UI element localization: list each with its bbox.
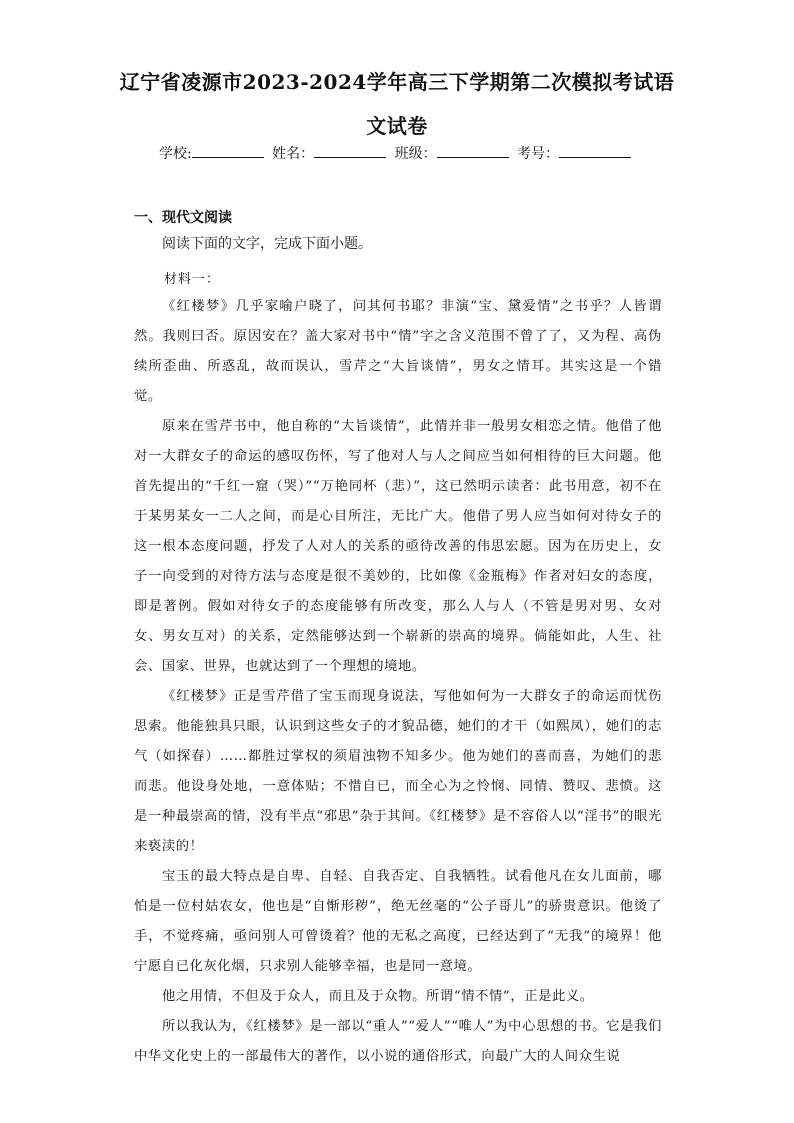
- school-label: 学校:: [158, 146, 192, 162]
- section-heading: 一、现代文阅读: [134, 210, 232, 226]
- passage-paragraph-4: 宝玉的最大特点是自卑、自轻、自我否定、自我牺牲。试看他凡在女儿面前，哪怕是一位村姑农女，他也是“自惭形秽”，绝无丝毫的“公子哥儿”的骄贵意识。他烫了手，不觉疼痛，亟问别人可曾烫着？他的无私之高度，已经达到了“无我”的境界！他宁愿自已化灰化烟，只求别人能够幸福，也是同一意境。: [134, 869, 662, 974]
- passage-paragraph-2: 原来在雪芹书中，他自称的“大旨谈情”，此情并非一般男女相恋之情。他借了他对一大群女子的命运的感叹伤怀，写了他对人与人之间应当如何相待的巨大问题。他首先提出的“千红一窟（哭）”“万艳同杯（悲）”，这已然明示读者：此书用意，初不在于某男某女一二人之间，而是心目所注，无比广大。他借了男人应当如何对待女子的这一根本态度问题，抒发了人对人的关系的亟待改善的伟思宏愿。因为在历史上，女子一向受到的对待方法与态度是很不美妙的，比如像《金瓶梅》作者对妇女的态度，即是著例。假如对待女子的态度能够有所改变，那么人与人（不管是男对男、女对女、男女互对）的关系，定然能够达到一个崭新的崇高的境界。倘能如此，人生、社会、国家、世界，也就达到了一个理想的境地。: [134, 419, 662, 674]
- name-blank[interactable]: [314, 143, 386, 158]
- exam-title-line1: 辽宁省凌源市2023-2024学年高三下学期第二次模拟考试语: [119, 70, 675, 94]
- reading-passage: [134, 292, 662, 1072]
- exam-no-blank[interactable]: [559, 143, 631, 158]
- school-blank[interactable]: [192, 143, 264, 158]
- passage-paragraph-5: 他之用情，不但及于众人，而且及于众物。所谓“情不情”，正是此义。: [162, 989, 594, 1004]
- passage-paragraph-3: 《红楼梦》正是雪芹借了宝玉而现身说法，写他如何为一大群女子的命运而忧伤思索。他能独具只眼，认识到这些女子的才貌品德，她们的才干（如熙凤），她们的志气（如探春）……都胜过掌权的须眉浊物不知多少。他为她们的喜而喜，为她们的悲而悲。他设身处地，一意体贴；不惜自已，而全心为之怜悯、同情、赞叹、悲愤。这是一种最崇高的情，没有半点“邪思”杂于其间。《红楼梦》是不容俗人以“淫书”的眼光来亵渎的！: [134, 689, 662, 854]
- passage-paragraph-6: 所以我认为，《红楼梦》是一部以“重人”“爱人”“唯人”为中心思想的书。它是我们中华文化史上的一部最伟大的著作，以小说的通俗形式，向最广大的人间众生说: [134, 1019, 662, 1064]
- name-label: 姓名：: [272, 146, 315, 162]
- material-label: 材料一：: [164, 272, 221, 287]
- passage-paragraph-1: 《红楼梦》几乎家喻户晓了，问其何书耶？非演“宝、黛爱情”之书乎？人皆谓然。我则曰否。原因安在？盖大家对书中“情”字之含义范围不曾了了，又为程、高伪续所歪曲、所惑乱，故而误认，雪芹之“大旨谈情”，男女之情耳。其实这是一个错觉。: [134, 299, 662, 404]
- class-blank[interactable]: [437, 143, 509, 158]
- section-instruction: 阅读下面的文字，完成下面小题。: [162, 236, 372, 252]
- exam-title-line2: 文试卷: [366, 114, 428, 138]
- exam-no-label: 考号：: [517, 146, 560, 162]
- class-label: 班级：: [394, 146, 437, 162]
- student-info-row: [0, 143, 794, 163]
